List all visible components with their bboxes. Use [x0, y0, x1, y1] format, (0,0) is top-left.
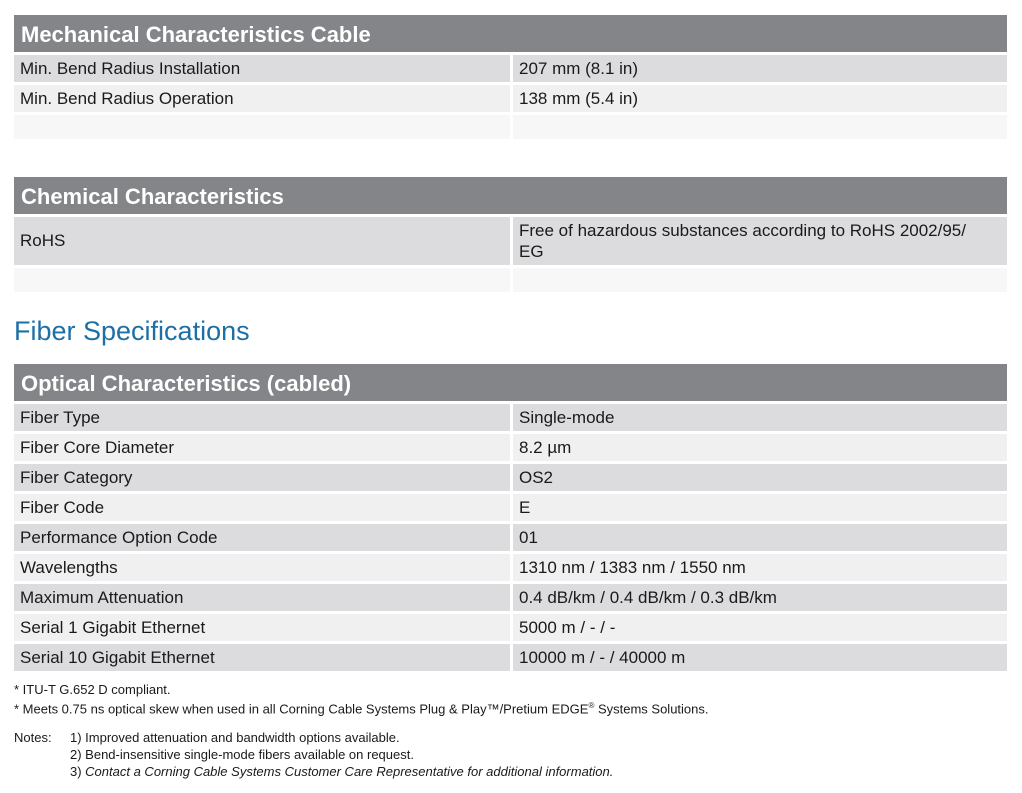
note-number: 3) — [70, 764, 86, 779]
row-label: Fiber Core Diameter — [14, 434, 510, 461]
row-label: Serial 1 Gigabit Ethernet — [14, 614, 510, 641]
blank-cell — [14, 268, 510, 292]
row-label: Fiber Category — [14, 464, 510, 491]
footnote-skew-text: * Meets 0.75 ns optical skew when used in all Corning Cable Systems Plug & Play™/Pretium EDGE — [14, 701, 589, 717]
fiber-specifications-heading: Fiber Specifications — [14, 316, 250, 346]
table-row — [14, 554, 1007, 581]
row-label: Serial 10 Gigabit Ethernet — [14, 644, 510, 671]
row-label: Min. Bend Radius Installation — [14, 55, 510, 82]
row-value: OS2 — [513, 464, 1007, 491]
mechanical-title: Mechanical Characteristics Cable — [14, 15, 1007, 52]
table-row — [14, 524, 1007, 551]
blank-cell — [513, 115, 1007, 139]
footnote-itu: * ITU-T G.652 D compliant. — [14, 682, 171, 697]
row-value: Free of hazardous substances according to RoHS 2002/95/ EG — [513, 217, 1007, 265]
footnote-skew — [14, 698, 709, 717]
blank-cell — [513, 268, 1007, 292]
row-value: 8.2 µm — [513, 434, 1007, 461]
row-value: E — [513, 494, 1007, 521]
table-row — [14, 464, 1007, 491]
row-value: 138 mm (5.4 in) — [513, 85, 1007, 112]
blank-row — [14, 115, 1007, 139]
blank-row — [14, 268, 1007, 292]
table-row — [14, 55, 1007, 82]
row-value: 01 — [513, 524, 1007, 551]
optical-title: Optical Characteristics (cabled) — [14, 364, 1007, 401]
table-row — [14, 85, 1007, 112]
row-label: Maximum Attenuation — [14, 584, 510, 611]
row-label: Performance Option Code — [14, 524, 510, 551]
row-value: 0.4 dB/km / 0.4 dB/km / 0.3 dB/km — [513, 584, 1007, 611]
optical-section — [14, 364, 1007, 671]
table-row — [14, 614, 1007, 641]
notes — [14, 729, 613, 780]
row-label: RoHS — [14, 217, 510, 265]
note-item: 1) Improved attenuation and bandwidth options available. — [70, 730, 400, 745]
table-row — [14, 434, 1007, 461]
row-label: Min. Bend Radius Operation — [14, 85, 510, 112]
row-value: 10000 m / - / 40000 m — [513, 644, 1007, 671]
row-label: Fiber Code — [14, 494, 510, 521]
table-row — [14, 217, 1007, 265]
row-value: Single-mode — [513, 404, 1007, 431]
chemical-title: Chemical Characteristics — [14, 177, 1007, 214]
table-row — [14, 404, 1007, 431]
table-row — [14, 584, 1007, 611]
footnote-skew-end: Systems Solutions. — [594, 701, 709, 717]
chemical-section — [14, 177, 1007, 292]
mechanical-section — [14, 15, 1007, 139]
row-value: 5000 m / - / - — [513, 614, 1007, 641]
notes-label: Notes: — [14, 730, 52, 745]
footnotes — [14, 682, 709, 717]
registered-mark: ® — [588, 701, 595, 710]
note-item — [70, 763, 613, 780]
row-label: Wavelengths — [14, 554, 510, 581]
table-row — [14, 494, 1007, 521]
row-label: Fiber Type — [14, 404, 510, 431]
row-value: 1310 nm / 1383 nm / 1550 nm — [513, 554, 1007, 581]
note-text: Contact a Corning Cable Systems Customer Care Representative for additional information. — [85, 764, 614, 779]
row-value: 207 mm (8.1 in) — [513, 55, 1007, 82]
note-item: 2) Bend-insensitive single-mode fibers available on request. — [70, 747, 414, 762]
table-row — [14, 644, 1007, 671]
blank-cell — [14, 115, 510, 139]
